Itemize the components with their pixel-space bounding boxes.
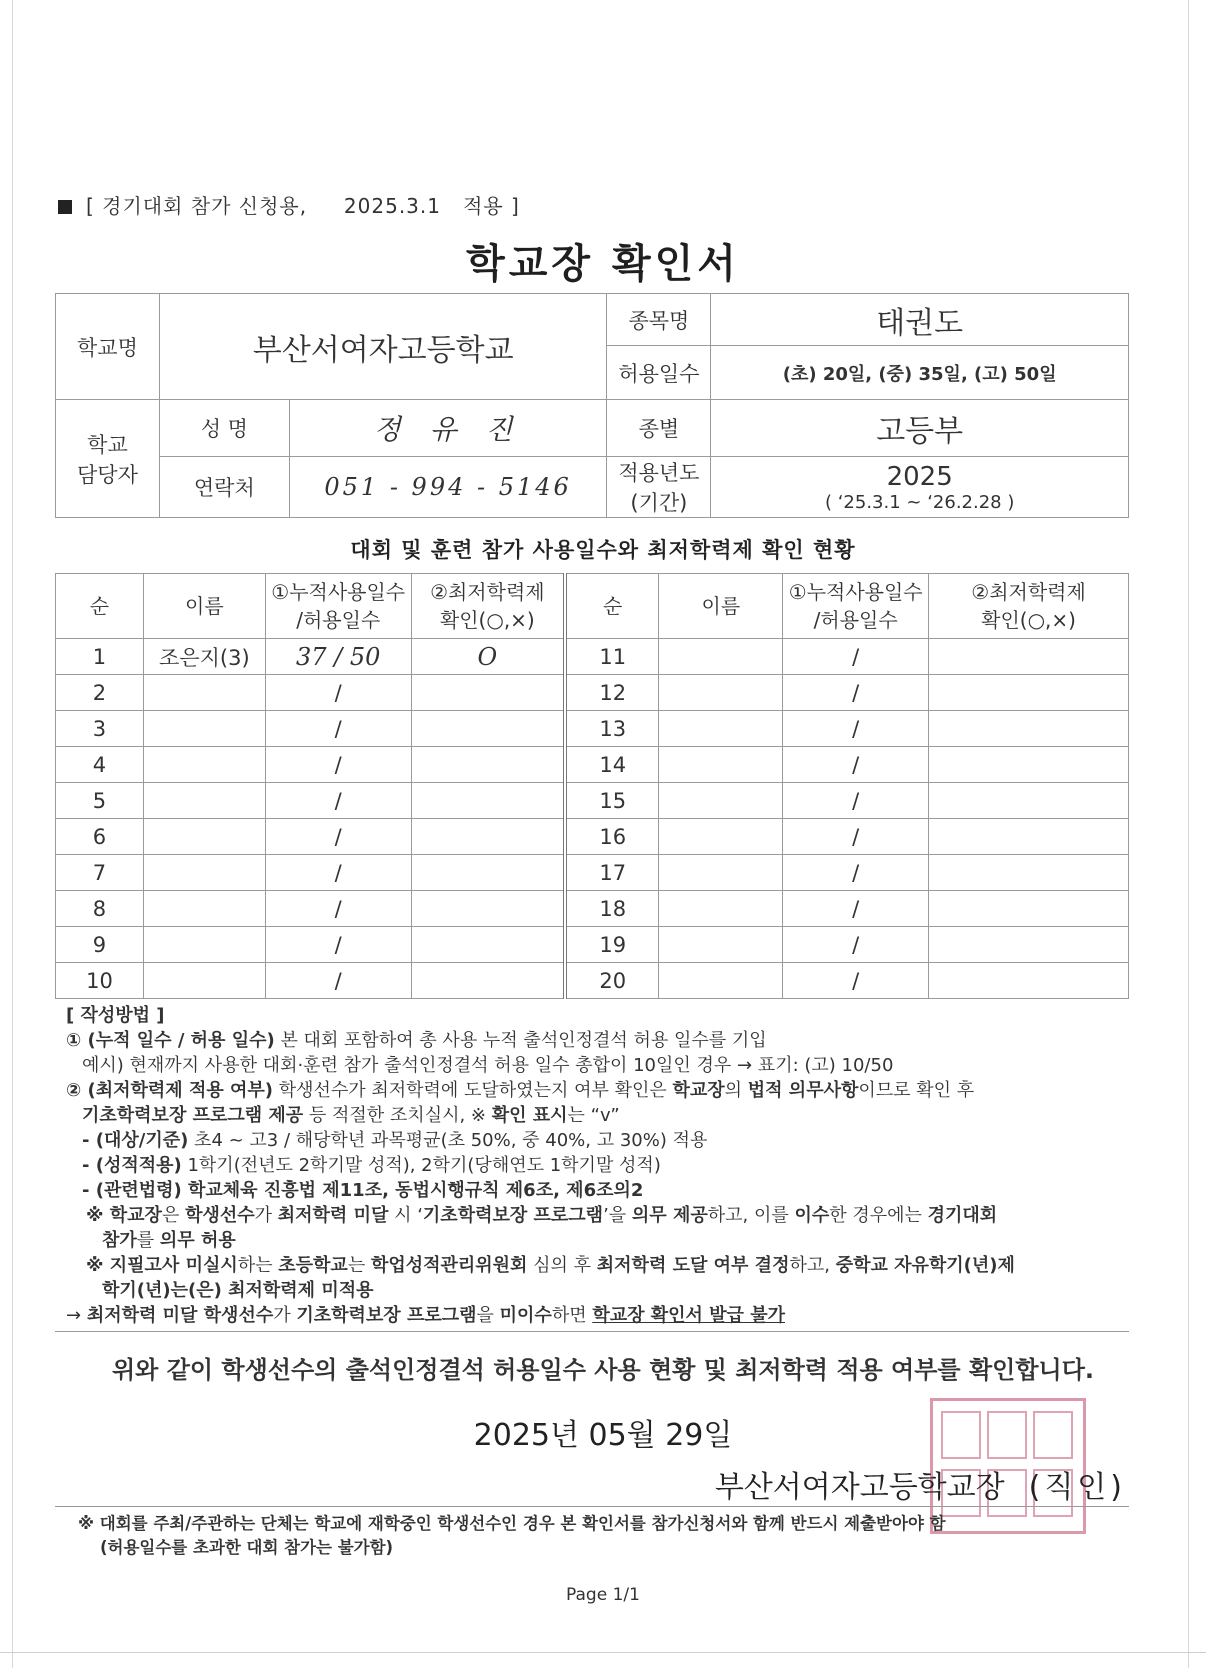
table-row [56, 747, 1129, 783]
table-row [56, 927, 1129, 963]
applied-period-value: ( ‘25.3.1 ~ ‘26.2.28 ) [824, 491, 1015, 513]
col-no-header: 순 [565, 574, 659, 639]
usage-status-table [55, 573, 1129, 999]
school-name-label: 학교명 [56, 294, 160, 400]
row-number: 13 [565, 711, 659, 747]
header-prefix: [ 경기대회 참가 신청용, [86, 194, 308, 218]
table-row [56, 783, 1129, 819]
col-days-header [265, 574, 411, 639]
guide-line [66, 1128, 1136, 1153]
contact-value: 051 - 994 - 5146 [289, 457, 607, 518]
page-number: Page 1/1 [566, 1585, 640, 1605]
seal-glyph [1033, 1411, 1073, 1459]
divider [55, 1506, 1129, 1507]
guide-text: 1학기(전년도 2학기말 성적), 2학기(당해연도 1학기말 성적) [181, 1155, 661, 1176]
guide-bold: 최저학력 도달 여부 결정 [596, 1255, 790, 1276]
header-date: 2025.3.1 [343, 194, 441, 218]
row-number: 16 [565, 819, 659, 855]
student-name [143, 927, 265, 963]
allowed-days-value: (초) 20일, (중) 35일, (고) 50일 [711, 346, 1129, 400]
guide-text: 의 [724, 1080, 748, 1101]
row-number: 17 [565, 855, 659, 891]
guide-bold: 확인 표시 [491, 1105, 568, 1126]
guide-text: 가 [254, 1205, 278, 1226]
row-number: 3 [56, 711, 144, 747]
col-check-header-line1: ②최저학력제 [971, 580, 1086, 604]
col-name-header: 이름 [143, 574, 265, 639]
guide-line: 학기(년)는(은) 최저학력제 미적용 [102, 1280, 374, 1301]
guide-bold: 최저학력 미달 [277, 1205, 389, 1226]
used-allowed-days: / [783, 819, 929, 855]
col-days-header-line2: /허용일수 [296, 608, 381, 632]
min-academic-check [929, 963, 1129, 999]
seal-glyph [941, 1411, 981, 1459]
student-name [659, 963, 783, 999]
guide-bold: ※ 지필고사 미실시 [86, 1255, 238, 1276]
table-row [56, 855, 1129, 891]
min-academic-check [929, 855, 1129, 891]
min-academic-check [929, 927, 1129, 963]
used-allowed-days: / [265, 963, 411, 999]
seal-glyph [987, 1411, 1027, 1459]
student-name [143, 711, 265, 747]
table-row [56, 639, 1129, 675]
student-name [143, 783, 265, 819]
row-number: 10 [56, 963, 144, 999]
guide-bold: ② (최저학력제 적용 여부) [66, 1080, 273, 1101]
student-name [659, 891, 783, 927]
black-square-icon [58, 200, 72, 214]
table-row [56, 711, 1129, 747]
guide-bold: ① (누적 일수 / 허용 일수) [66, 1030, 275, 1051]
min-academic-check [929, 819, 1129, 855]
min-academic-check [411, 819, 565, 855]
row-number: 18 [565, 891, 659, 927]
school-name-value: 부산서여자고등학교 [159, 294, 607, 400]
used-allowed-days: / [783, 639, 929, 675]
col-days-header-line1: ①누적사용일수 [788, 580, 923, 604]
sport-value: 태권도 [711, 294, 1129, 346]
guide-bold: 학교장 [672, 1080, 725, 1101]
row-number: 9 [56, 927, 144, 963]
col-name-header: 이름 [659, 574, 783, 639]
writing-guide [66, 1003, 1136, 1328]
guide-text: 은 [161, 1205, 186, 1226]
guide-text: 등 적절한 조치실시, ※ [303, 1105, 492, 1126]
header-suffix: 적용 ] [463, 194, 520, 218]
guide-text: 시 ‘ [388, 1205, 423, 1226]
guide-bold: 이수 [794, 1205, 830, 1226]
col-check-header-line2: 확인(○,×) [439, 608, 535, 632]
min-academic-check [411, 855, 565, 891]
row-number: 2 [56, 675, 144, 711]
used-allowed-days: / [265, 711, 411, 747]
used-allowed-days: / [783, 855, 929, 891]
guide-bold: 참가 [102, 1230, 137, 1251]
name-label: 성 명 [159, 400, 289, 457]
row-number: 4 [56, 747, 144, 783]
school-info-table [55, 293, 1129, 518]
guide-text: 는 “v” [567, 1105, 620, 1126]
school-manager-label-line1: 학교 [87, 432, 128, 457]
guide-text: 하면 [551, 1305, 593, 1326]
min-academic-check [411, 963, 565, 999]
col-days-header-line2: /허용일수 [813, 608, 898, 632]
student-name [659, 711, 783, 747]
guide-text: 학생선수가 최저학력에 도달하였는지 여부 확인은 [272, 1080, 673, 1101]
min-academic-check [929, 891, 1129, 927]
guide-text: ’을 [603, 1205, 632, 1226]
guide-text: 이므로 확인 후 [858, 1080, 975, 1101]
min-academic-check [411, 891, 565, 927]
guide-bold: 학교장 확인서 발급 불가 [592, 1305, 785, 1326]
guide-bold: 중학교 자유학기(년)제 [835, 1255, 1015, 1276]
guide-bold: 초등학교 [278, 1255, 348, 1276]
guide-bold: ※ 학교장 [86, 1205, 162, 1226]
student-name: 조은지(3) [143, 639, 265, 675]
student-name [143, 747, 265, 783]
applied-year-value: 2025 [886, 461, 953, 492]
table-row [56, 963, 1129, 999]
guide-line [66, 1228, 1136, 1253]
guide-bold: 의무 허용 [159, 1230, 236, 1251]
used-allowed-days: / [265, 855, 411, 891]
student-name [659, 819, 783, 855]
min-academic-check [929, 783, 1129, 819]
guide-line [66, 1103, 1136, 1128]
guide-bold: 기초학력보장 프로그램 제공 [82, 1105, 304, 1126]
footnote [78, 1512, 1128, 1560]
guide-text: 가 [273, 1305, 297, 1326]
col-check-header-line1: ②최저학력제 [430, 580, 545, 604]
signer-stamp-label: (직인) [1028, 1470, 1126, 1505]
student-name [143, 855, 265, 891]
guide-text: → [66, 1305, 87, 1326]
min-academic-check [929, 747, 1129, 783]
used-allowed-days: / [783, 963, 929, 999]
used-allowed-days: / [265, 675, 411, 711]
min-academic-check [411, 711, 565, 747]
guide-bold: 법적 의무사항 [747, 1080, 859, 1101]
guide-bold: 경기대회 [927, 1205, 998, 1226]
student-name [659, 747, 783, 783]
table-row [56, 891, 1129, 927]
applied-year-label-line2: (기간) [630, 491, 688, 515]
guide-bold: 미이수 [499, 1305, 552, 1326]
applied-year-label-line1: 적용년도 [618, 461, 700, 485]
col-days-header-line1: ①누적사용일수 [271, 580, 406, 604]
guide-line [66, 1078, 1136, 1103]
division-value: 고등부 [711, 400, 1129, 457]
row-number: 12 [565, 675, 659, 711]
guide-bold: - (성적적용) [82, 1155, 182, 1176]
guide-line [66, 1028, 1136, 1053]
guide-text: 는 [347, 1255, 371, 1276]
row-number: 5 [56, 783, 144, 819]
applied-year-label [607, 457, 711, 518]
school-manager-label [56, 400, 160, 518]
page-bottom-edge [0, 1652, 1206, 1653]
guide-bold: 의무 제공 [631, 1205, 708, 1226]
status-section-title: 대회 및 훈련 참가 사용일수와 최저학력제 확인 현황 [350, 538, 856, 562]
min-academic-check [929, 639, 1129, 675]
row-number: 20 [565, 963, 659, 999]
guide-law-line: - (관련법령) 학교체육 진흥법 제11조, 동법시행규칙 제6조, 제6조의2 [82, 1180, 644, 1201]
student-name [143, 819, 265, 855]
guide-bold: 기초학력보장 프로그램 [296, 1305, 477, 1326]
guide-heading: [ 작성방법 ] [66, 1005, 165, 1026]
student-name [659, 675, 783, 711]
table-row [56, 675, 1129, 711]
manager-name-value: 정 유 진 [289, 400, 607, 457]
min-academic-check [411, 783, 565, 819]
min-academic-check: O [411, 639, 565, 675]
allowed-days-label: 허용일수 [607, 346, 711, 400]
applied-year-cell [711, 457, 1129, 518]
guide-example: 예시) 현재까지 사용한 대회·훈련 참가 출석인정결석 허용 일수 총합이 10일인 경우 → 표기: (고) 10/50 [82, 1055, 894, 1076]
guide-text: 를 [136, 1230, 160, 1251]
guide-text: 본 대회 포함하여 총 사용 누적 출석인정결석 허용 일수를 기입 [274, 1030, 767, 1051]
used-allowed-days: / [783, 891, 929, 927]
row-number: 15 [565, 783, 659, 819]
confirmation-statement: 위와 같이 학생선수의 출석인정결석 허용일수 사용 현황 및 최저학력 적용 여부를 확인합니다. [111, 1356, 1095, 1384]
col-check-header-line2: 확인(○,×) [981, 608, 1076, 632]
student-name [659, 783, 783, 819]
guide-bold: 학생선수 [185, 1205, 255, 1226]
used-allowed-days: / [265, 819, 411, 855]
used-allowed-days: / [783, 747, 929, 783]
document-title: 학교장 확인서 [466, 241, 740, 287]
signer-line [715, 1462, 1126, 1506]
used-allowed-days: / [783, 927, 929, 963]
used-allowed-days: / [265, 927, 411, 963]
guide-line [66, 1203, 1136, 1228]
issue-date: 2025년 05월 29일 [473, 1418, 733, 1453]
min-academic-check [411, 927, 565, 963]
sport-label: 종목명 [607, 294, 711, 346]
row-number: 8 [56, 891, 144, 927]
guide-text: 한 경우에는 [829, 1205, 928, 1226]
used-allowed-days: / [783, 783, 929, 819]
guide-line [66, 1303, 1136, 1328]
used-allowed-days: / [265, 783, 411, 819]
signer-name: 부산서여자고등학교장 [714, 1470, 1005, 1505]
col-no-header: 순 [56, 574, 144, 639]
guide-line [66, 1253, 1136, 1278]
guide-text: 심의 후 [527, 1255, 597, 1276]
footnote-line2: (허용일수를 초과한 대회 참가는 불가함) [100, 1538, 394, 1557]
student-name [143, 963, 265, 999]
guide-text: 하는 [237, 1255, 279, 1276]
row-number: 19 [565, 927, 659, 963]
guide-text: 하고, 이를 [707, 1205, 795, 1226]
min-academic-check [411, 675, 565, 711]
student-name [659, 855, 783, 891]
min-academic-check [929, 711, 1129, 747]
min-academic-check [929, 675, 1129, 711]
contact-label: 연락처 [159, 457, 289, 518]
guide-bold: 기초학력보장 프로그램 [422, 1205, 604, 1226]
used-allowed-days: / [265, 891, 411, 927]
student-name [143, 891, 265, 927]
used-allowed-days: / [265, 747, 411, 783]
row-number: 7 [56, 855, 144, 891]
footnote-line1: ※ 대회를 주최/주관하는 단체는 학교에 재학중인 학생선수인 경우 본 확인서를 참가신청서와 함께 반드시 제출받아야 함 [78, 1514, 946, 1533]
table-header-row [56, 574, 1129, 639]
row-number: 1 [56, 639, 144, 675]
student-name [143, 675, 265, 711]
guide-text: 초4 ~ 고3 / 해당학년 과목평균(초 50%, 중 40%, 고 30%) 적용 [188, 1130, 708, 1151]
col-check-header [929, 574, 1129, 639]
used-allowed-days: 37 / 50 [265, 639, 411, 675]
used-allowed-days: / [783, 711, 929, 747]
guide-bold: 최저학력 미달 학생선수 [86, 1305, 274, 1326]
divider [55, 1331, 1129, 1332]
guide-line [66, 1153, 1136, 1178]
min-academic-check [411, 747, 565, 783]
guide-text: 을 [476, 1305, 500, 1326]
guide-text: 하고, [789, 1255, 836, 1276]
col-check-header [411, 574, 565, 639]
row-number: 6 [56, 819, 144, 855]
table-row [56, 819, 1129, 855]
guide-bold: - (대상/기준) [82, 1130, 189, 1151]
row-number: 11 [565, 639, 659, 675]
student-name [659, 639, 783, 675]
row-number: 14 [565, 747, 659, 783]
student-name [659, 927, 783, 963]
school-manager-label-line2: 담당자 [77, 462, 138, 487]
form-usage-header [58, 190, 520, 219]
col-days-header [783, 574, 929, 639]
guide-bold: 학업성적관리위원회 [370, 1255, 528, 1276]
division-label: 종별 [607, 400, 711, 457]
used-allowed-days: / [783, 675, 929, 711]
